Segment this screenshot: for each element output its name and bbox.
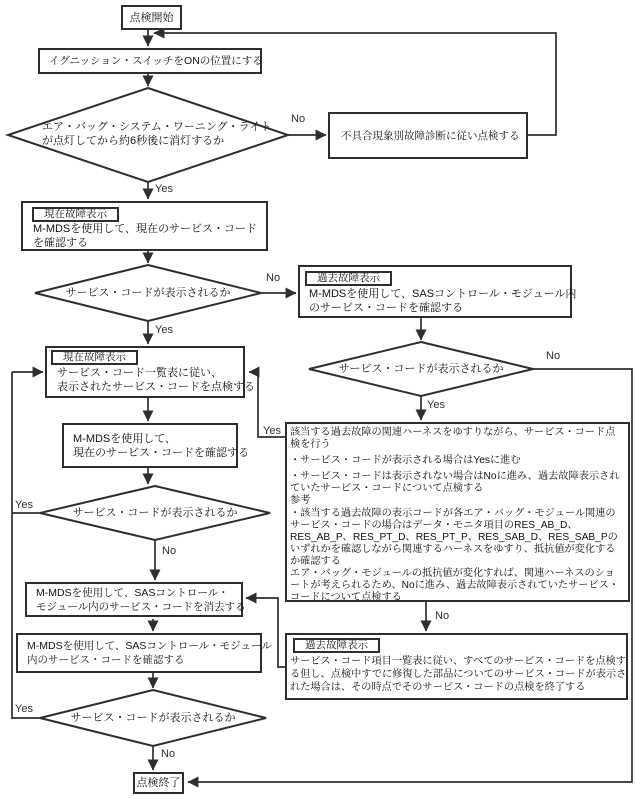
start-terminator <box>121 5 182 30</box>
decision-dtc-1-text: サービス・コードが表示されるか <box>65 287 231 299</box>
edge-label-yes-dtc-3: Yes <box>15 499 33 511</box>
edge-label-no-dtc-4: No <box>161 748 176 760</box>
current-dtc-inspect-text: サービス・コード一覧表に従い、 表示されたサービス・コードを点検する <box>57 367 255 393</box>
edge-label-yes-wiggle-loop: Yes <box>263 425 281 437</box>
end-terminator <box>133 772 184 794</box>
process-symptom-troubleshooting-text: 不具合現象別故障診断に従い点検する <box>341 129 520 142</box>
edge-label-yes-dtc-2: Yes <box>427 399 445 411</box>
edge-label-no-warning-light: No <box>291 113 306 125</box>
edge-label-yes-dtc-4: Yes <box>15 703 33 715</box>
process-sas-dtc-recheck: M-MDSを使用して、SASコントロール・モジュール 内のサービス・コードを確認する <box>16 633 262 673</box>
end-label: 点検終了 <box>136 777 181 789</box>
decision-warning-light-text: エア・バッグ・システム・ワーニング・ライト が点灯してから約6秒後に消灯するか <box>42 121 272 147</box>
edge-label-yes-dtc-1: Yes <box>155 324 173 336</box>
current-dtc-read-text: M-MDSを使用して、現在のサービス・コード を確認する <box>33 223 258 249</box>
process-current-dtc-recheck: M-MDSを使用して、 現在のサービス・コードを確認する <box>62 423 238 468</box>
process-past-dtc-read <box>298 265 577 318</box>
process-past-dtc-inspect <box>285 633 628 700</box>
past-dtc-inspect-text: サービス・コード項目一覧表に従い、すべてのサービス・コードを点検す る但し、点検中すでに修復した部品についてのサービス・コードが表示さ れた場合は、その時点でそのサービス・コードの点検を終了する <box>290 656 627 693</box>
edge-label-yes-warning-light: Yes <box>155 183 173 195</box>
process-current-dtc-inspect <box>45 346 255 398</box>
process-ignition-on <box>38 48 262 74</box>
process-dtc-clear: M-MDSを使用して、SASコントロール・ モジュール内のサービス・コードを消去する <box>25 582 243 617</box>
edge-label-no-dtc-1: No <box>266 272 281 284</box>
current-dtc-inspect-tag: 現在故障表示 <box>51 350 138 365</box>
decision-dtc-4-text: サービス・コードが表示されるか <box>70 712 236 724</box>
edge-label-no-dtc-3: No <box>162 545 177 557</box>
decision-dtc-2-text: サービス・コードが表示されるか <box>338 363 504 375</box>
process-symptom-troubleshooting <box>328 112 528 159</box>
process-ignition-on-text: イグニッション・スイッチをONの位置にする <box>49 55 263 67</box>
decision-dtc-3-text: サービス・コードが表示されるか <box>72 507 238 519</box>
past-dtc-inspect-tag: 過去故障表示 <box>293 638 380 653</box>
note-harness-wiggle: 該当する過去故障の関連ハーネスをゆすりながら、サービス・コード点 検を行う ・サービス・コードが表示される場合はYesに進む ・サービス・コードは表示されない場合はNoに進み、過去故障表示され ていたサービス・コードについて点検する 参考 ・該当する過去故障の表示コードが各エア・バッグ・モジュール関連の サービス・コードの場合はデータ・モニタ項目のRES_AB_D、 RES_AB_P、RES_PT_D、RES_PT_P、RES_SAB_D、RES_SAB_Pの いずれかを確認しながら関連するハーネスをゆすり、抵抗値が変化する か確認する エア・バッグ・モジュールの抵抗値が変化すれば、関連ハーネスのショ ートが考えられるため、Noに進み、過去故障表示されていたサービス・ コードについて点検する <box>285 422 630 602</box>
process-current-dtc-read <box>21 201 268 251</box>
start-label: 点検開始 <box>129 11 174 24</box>
past-dtc-read-text: M-MDSを使用して、SASコントロール・モジュール内 のサービス・コードを確認する <box>309 288 577 314</box>
past-dtc-read-tag: 過去故障表示 <box>305 271 392 286</box>
edge-label-no-wiggle: No <box>435 610 450 622</box>
edge-label-no-dtc-2: No <box>546 350 561 362</box>
current-dtc-read-tag: 現在故障表示 <box>32 207 119 222</box>
